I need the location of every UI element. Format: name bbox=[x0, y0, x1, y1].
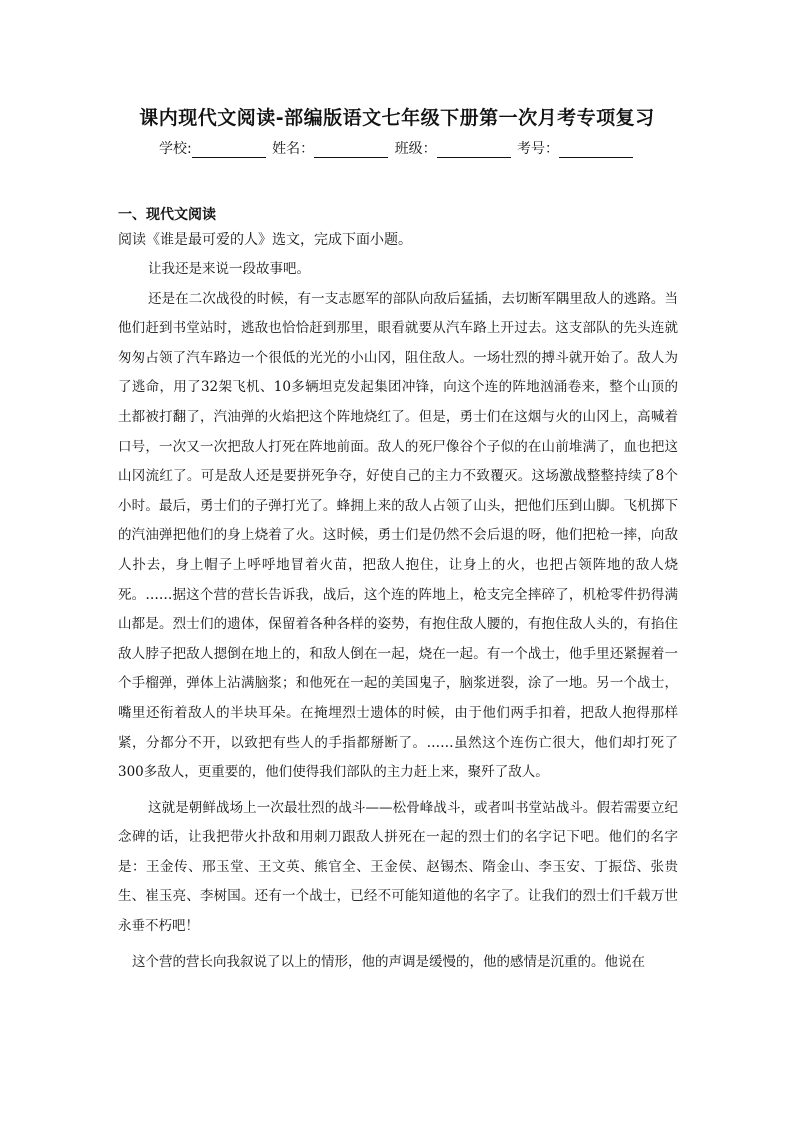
document-title: 课内现代文阅读-部编版语文七年级下册第一次月考专项复习 bbox=[139, 107, 655, 129]
student-info-line bbox=[0, 138, 794, 158]
passage-paragraph-last: 这个营的营长向我叙说了以上的情形，他的声调是缓慢的，他的感情是沉重的。他说在 bbox=[132, 953, 645, 970]
passage-paragraph-opening: 让我还是来说一段故事吧。 bbox=[148, 261, 310, 277]
name-blank[interactable] bbox=[314, 142, 388, 158]
reading-passage bbox=[118, 255, 678, 977]
passage-paragraph-main: 还是在二次战役的时候，有一支志愿军的部队向敌后猛插，去切断军隅里敌人的逃路。当他们赶到书堂站时，逃敌也恰恰赶到那里，眼看就要从汽车路上开过去。这支部队的先头连就匆匆占领了汽车路边一个很低的光光的小山冈，阻住敌人。一场壮烈的搏斗就开始了。敌人为了逃命，用了32架飞机、10多辆坦克发起集团冲锋，向这个连的阵地汹涌卷来，整个山顶的土都被打翻了，汽油弹的火焰把这个阵地烧红了。但是，勇士们在这烟与火的山冈上，高喊着口号，一次又一次把敌人打死在阵地前面。敌人的死尸像谷个子似的在山前堆满了，血也把这山冈流红了。可是敌人还是要拼死争夺，好使自己的主力不致覆灭。这场激战整整持续了8个小时。最后，勇士们的子弹打光了。蜂拥上来的敌人占领了山头，把他们压到山脚。飞机掷下的汽油弹把他们的身上烧着了火。这时候，勇士们是仍然不会后退的呀，他们把枪一摔，向敌人扑去，身上帽子上呼呼地冒着火苗，把敌人抱住，让身上的火，也把占领阵地的敌人烧死。……据这个营的营长告诉我，战后，这个连的阵地上，枪支完全摔碎了，机枪零件扔得满山都是。烈士们的遗体，保留着各种各样的姿势，有抱住敌人腰的，有抱住敌人头的，有掐住敌人脖子把敌人摁倒在地上的，和敌人倒在一起，烧在一起。有一个战士，他手里还紧握着一个手榴弹，弹体上沾满脑浆；和他死在一起的美国鬼子，脑浆迸裂，涂了一地。另一个战士，嘴里还衔着敌人的半块耳朵。在掩埋烈士遗体的时候，由于他们两手扣着，把敌人抱得那样紧，分都分不开，以致把有些人的手指都掰断了。……虽然这个连伤亡很大，他们却打死了300多敌人，更重要的，他们使得我们部队的主力赶上来，聚歼了敌人。 bbox=[118, 290, 678, 781]
class-blank[interactable] bbox=[437, 142, 511, 158]
school-blank[interactable] bbox=[192, 142, 266, 158]
class-label: 班级： bbox=[394, 141, 437, 157]
section-heading: 一、现代文阅读 bbox=[118, 207, 216, 223]
school-label: 学校: bbox=[158, 141, 192, 157]
reading-instruction: 阅读《谁是最可爱的人》选文，完成下面小题。 bbox=[118, 232, 412, 248]
exam-number-label: 考号： bbox=[517, 141, 560, 157]
passage-paragraph-memorial: 这就是朝鲜战场上一次最壮烈的战斗——松骨峰战斗，或者叫书堂站战斗。假若需要立纪念碑的话，让我把带火扑敌和用刺刀跟敌人拼死在一起的烈士们的名字记下吧。他们的名字是：王金传、邢玉堂、王文英、熊官全、王金侯、赵锡杰、隋金山、李玉安、丁振岱、张贵生、崔玉亮、李树国。还有一个战士，已经不可能知道他的名字了。让我们的烈士们千载万世永垂不朽吧！ bbox=[118, 799, 678, 935]
exam-number-blank[interactable] bbox=[559, 142, 633, 158]
name-label: 姓名： bbox=[272, 141, 315, 157]
